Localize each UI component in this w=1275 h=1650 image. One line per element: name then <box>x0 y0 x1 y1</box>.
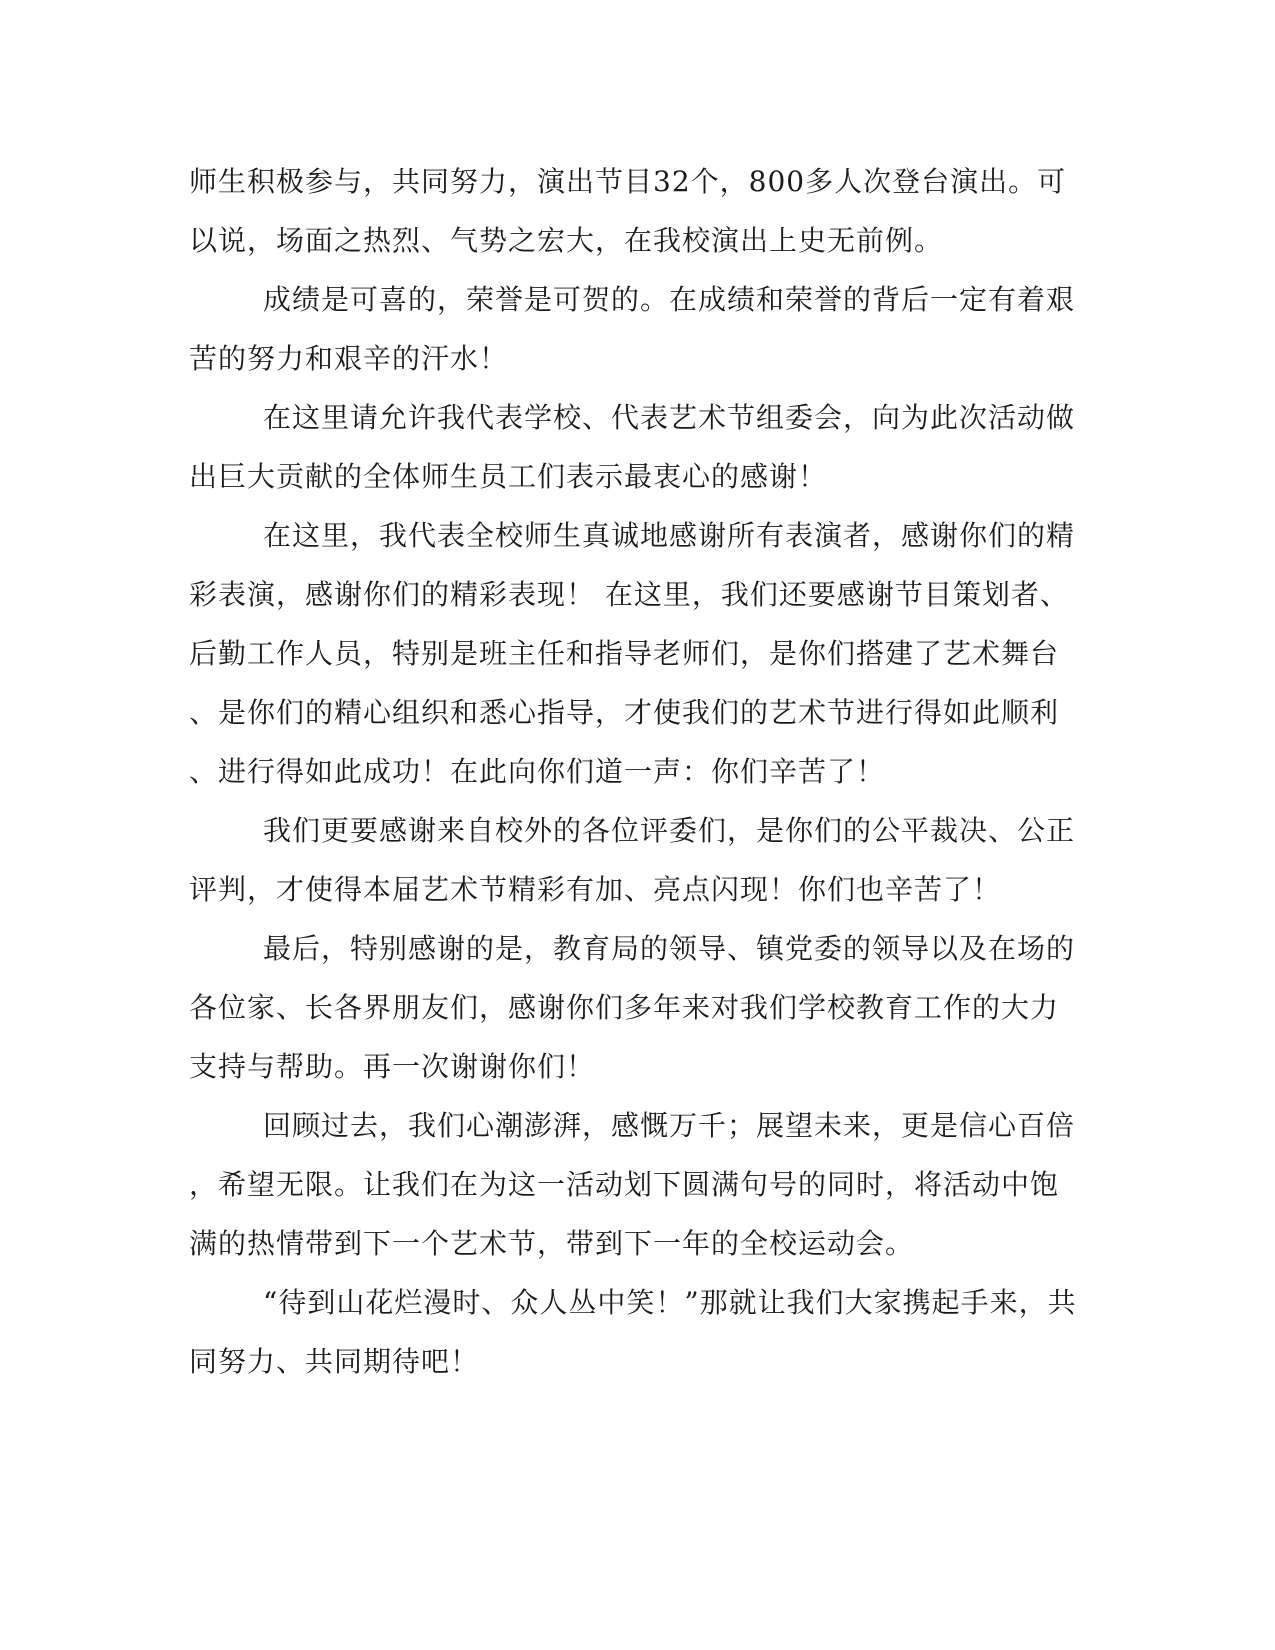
text-line: 后勤工作人员，特别是班主任和指导老师们，是你们搭建了艺术舞台 <box>189 637 1060 670</box>
text-line: 我们更要感谢来自校外的各位评委们，是你们的公平裁决、公正 <box>263 814 1076 847</box>
text-line: “待到山花烂漫时、众人丛中笑！”那就让我们大家携起手来，共 <box>263 1286 1077 1319</box>
text-line: 支持与帮助。再一次谢谢你们！ <box>189 1050 596 1083</box>
text-line: 、是你们的精心组织和悉心指导，才使我们的艺术节进行得如此顺利 <box>189 696 1060 729</box>
text-line: 在这里，我代表全校师生真诚地感谢所有表演者，感谢你们的精 <box>263 519 1076 552</box>
text-line: 在这里请允许我代表学校、代表艺术节组委会，向为此次活动做 <box>263 401 1076 434</box>
text-line: 彩表演，感谢你们的精彩表现！ 在这里，我们还要感谢节目策划者、 <box>189 578 1069 611</box>
text-line: 满的热情带到下一个艺术节，带到下一年的全校运动会。 <box>189 1227 915 1260</box>
text-line: 成绩是可喜的，荣誉是可贺的。在成绩和荣誉的背后一定有着艰 <box>263 283 1076 316</box>
text-line: 苦的努力和艰辛的汗水！ <box>189 342 509 375</box>
text-line: 以说，场面之热烈、气势之宏大，在我校演出上史无前例。 <box>189 224 944 257</box>
text-line: 出巨大贡献的全体师生员工们表示最衷心的感谢！ <box>189 460 828 493</box>
text-line: 各位家、长各界朋友们，感谢你们多年来对我们学校教育工作的大力 <box>189 991 1060 1024</box>
text-line: 、进行得如此成功！在此向你们道一声：你们辛苦了！ <box>189 755 886 788</box>
text-line: 回顾过去，我们心潮澎湃，感慨万千；展望未来，更是信心百倍 <box>263 1109 1076 1142</box>
text-line: 师生积极参与，共同努力，演出节目32个，800多人次登台演出。可 <box>189 165 1067 198</box>
text-line: 同努力、共同期待吧！ <box>189 1345 480 1378</box>
text-line: 评判，才使得本届艺术节精彩有加、亮点闪现！你们也辛苦了！ <box>189 873 1002 906</box>
text-line: 最后，特别感谢的是，教育局的领导、镇党委的领导以及在场的 <box>263 932 1076 965</box>
text-line: ，希望无限。让我们在为这一活动划下圆满句号的同时，将活动中饱 <box>189 1168 1060 1201</box>
